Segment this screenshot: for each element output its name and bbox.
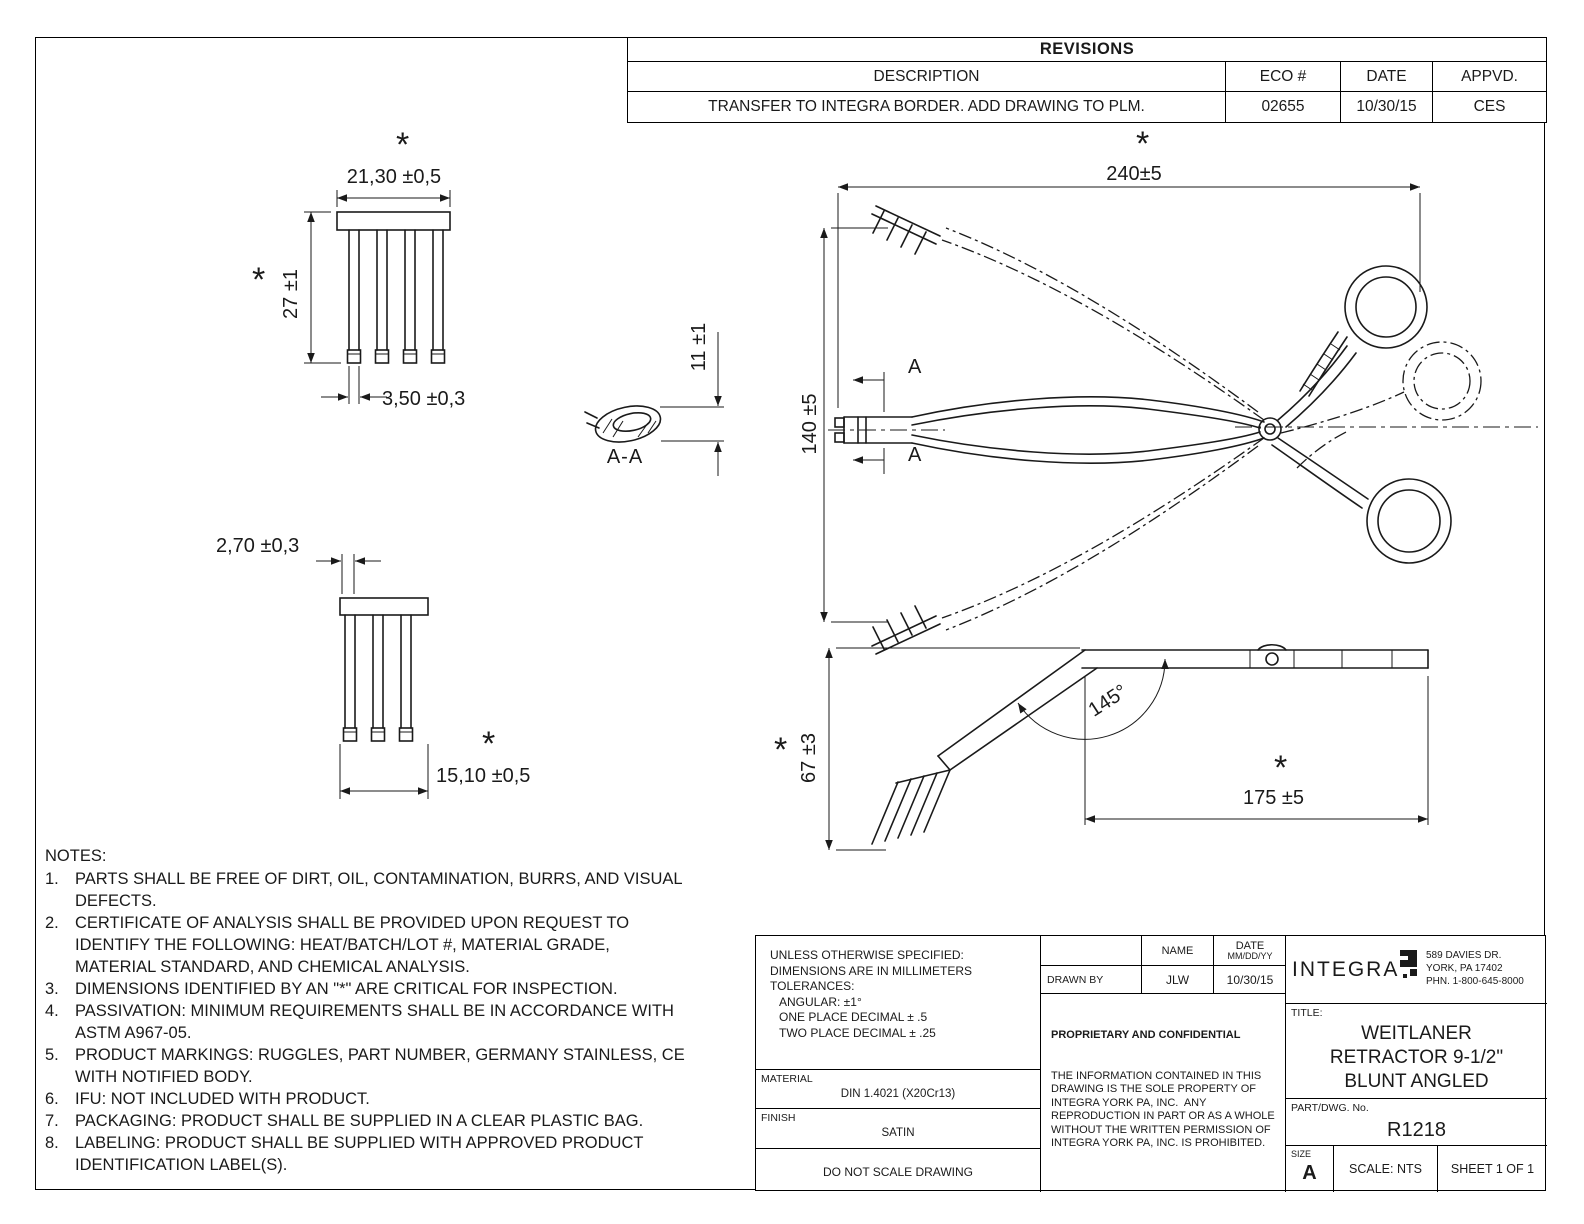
note-text: LABELING: PRODUCT SHALL BE SUPPLIED WITH APPROVED PRODUCT IDENTIFICATION LABEL(S). [75,1134,644,1174]
note-number: 5. [45,1046,59,1064]
tolerance-line: TOLERANCES: [770,979,855,993]
note-number: 7. [45,1112,59,1130]
part-number-label: PART/DWG. No. [1291,1102,1369,1114]
size-cell [1286,1146,1333,1192]
revision-date: 10/30/15 [1341,92,1433,123]
part-number-cell [1286,1099,1547,1146]
dim-overall-length: 240±5 [1106,163,1162,185]
note-number: 4. [45,1002,59,1020]
note-item [45,912,685,978]
drawing-title-cell [1286,1004,1547,1099]
proprietary-notice [1041,994,1286,1192]
dim-handle-length: 175 ±5 [1243,787,1305,809]
revisions-col-date: DATE [1341,62,1433,92]
sheet-cell: SHEET 1 OF 1 [1437,1146,1547,1192]
material-cell [756,1069,1041,1108]
note-item [45,1044,685,1088]
notes-heading: NOTES: [45,847,107,865]
dim-tip-drop: 67 ±3 [798,733,820,783]
note-text: PASSIVATION: MINIMUM REQUIREMENTS SHALL BE IN ACCORDANCE WITH ASTM A967-05. [75,1002,674,1042]
revisions-header-row [628,62,1547,92]
drawn-by-label: DRAWN BY [1041,966,1141,994]
company-address [1426,949,1524,988]
dim-rake-depth: 15,10 ±0,5 [436,765,531,787]
drawn-by-name: JLW [1141,966,1213,994]
view-main-plan [824,187,1538,654]
note-number: 8. [45,1134,59,1152]
note-item [45,978,685,1000]
view-rake-side [316,554,428,799]
note-number: 3. [45,980,59,998]
tolerance-line: TWO PLACE DECIMAL ± .25 [779,1025,936,1040]
critical-dimension-marker: * [1136,125,1150,163]
title-label: TITLE: [1291,1007,1323,1019]
critical-dimension-marker: * [396,126,410,164]
material-value: DIN 1.4021 (X20Cr13) [840,1088,956,1100]
page-title: BLUNT ANGLED [1344,1071,1489,1092]
dim-bend-angle: 145° [1084,680,1132,722]
note-text: IFU: NOT INCLUDED WITH PRODUCT. [75,1090,370,1108]
note-number: 6. [45,1090,59,1108]
view-side-elevation [829,645,1428,850]
proprietary-heading: PROPRIETARY AND CONFIDENTIAL [1051,1029,1241,1041]
signoff-blank-header [1041,936,1141,966]
dim-prong-width: 3,50 ±0,3 [382,388,466,410]
critical-dimension-marker: * [774,731,788,769]
note-text: PACKAGING: PRODUCT SHALL BE SUPPLIED IN A CLEAR PLASTIC BAG. [75,1112,644,1130]
page-title: RETRACTOR 9-1/2" [1329,1047,1504,1068]
note-item [45,1000,685,1044]
note-text: PRODUCT MARKINGS: RUGGLES, PART NUMBER, GERMANY STAINLESS, CE WITH NOTIFIED BODY. [75,1046,685,1086]
size-label: SIZE [1291,1149,1312,1159]
company-cell [1286,936,1547,1004]
section-view-label: A-A [606,446,644,468]
revisions-col-eco: ECO # [1226,62,1341,92]
note-number: 1. [45,870,59,888]
tolerance-line: UNLESS OTHERWISE SPECIFIED: [770,948,964,962]
address-line: PHN. 1-800-645-8000 [1426,976,1524,987]
address-line: 589 DAVIES DR. [1426,950,1502,961]
tolerance-notes [756,936,1041,1069]
material-label: MATERIAL [761,1073,813,1085]
size-value: A [1302,1162,1317,1184]
note-text: CERTIFICATE OF ANALYSIS SHALL BE PROVIDED UPON REQUEST TO IDENTIFY THE FOLLOWING: HEAT/BATCH/LOT #, MATERIAL GRADE, MATERIAL STANDARD, AND CHEMICAL ANALYSIS. [75,914,630,976]
signoff-name-header: NAME [1141,936,1213,966]
notes [45,845,685,1176]
dim-rake-height: 27 ±1 [280,269,302,319]
integra-logo-mark [1398,948,1420,982]
note-item [45,1088,685,1110]
section-arrow-label: A [908,356,923,378]
revision-description: TRANSFER TO INTEGRA BORDER. ADD DRAWING TO PLM. [628,92,1226,123]
note-text: DIMENSIONS IDENTIFIED BY AN "*" ARE CRITICAL FOR INSPECTION. [75,980,618,998]
revisions-title: REVISIONS [628,38,1547,62]
revision-appvd: CES [1433,92,1547,123]
revisions-table [627,37,1547,123]
integra-logo-text: INTEGRA [1292,958,1400,981]
revision-eco: 02655 [1226,92,1341,123]
view-rake-front [304,190,450,404]
dim-prong-thickness: 2,70 ±0,3 [216,535,300,557]
dim-open-spread: 140 ±5 [799,393,821,455]
tolerance-line: ONE PLACE DECIMAL ± .5 [779,1010,928,1024]
scale-cell: SCALE: NTS [1333,1146,1437,1192]
note-item [45,1110,685,1132]
dim-section-height: 11 ±1 [688,322,710,372]
proprietary-body: THE INFORMATION CONTAINED IN THIS DRAWING IS THE SOLE PROPERTY OF INTEGRA YORK PA, INC. ANY REPRODUCTION IN PART OR AS A WHOLE WITHOUT THE WRITTEN PERMISSION OF INTEGRA YORK PA, INC. IS PROHIBITED. [1051,1069,1278,1149]
note-number: 2. [45,914,59,932]
critical-dimension-marker: * [252,261,266,299]
section-arrow-label: A [908,444,923,466]
note-item [45,1132,685,1176]
note-item [45,868,685,912]
tolerance-line: ANGULAR: ±1° [779,994,862,1009]
revision-row [628,92,1547,123]
dim-rake-width: 21,30 ±0,5 [346,166,442,188]
revisions-col-description: DESCRIPTION [628,62,1226,92]
do-not-scale-note: DO NOT SCALE DRAWING [756,1148,1041,1192]
address-line: YORK, PA 17402 [1426,963,1503,974]
title-block [755,935,1546,1191]
tolerance-line: DIMENSIONS ARE IN MILLIMETERS [770,963,973,978]
drawn-by-date: 10/30/15 [1213,966,1286,994]
page-title: WEITLANER [1361,1023,1472,1044]
signoff-date-header: DATE MM/DD/YY [1213,936,1286,966]
finish-cell [756,1108,1041,1148]
critical-dimension-marker: * [482,725,496,763]
signoff-table [1041,936,1286,994]
critical-dimension-marker: * [1274,749,1288,787]
revisions-col-appvd: APPVD. [1433,62,1547,92]
finish-label: FINISH [761,1112,796,1124]
finish-value: SATIN [881,1127,915,1139]
part-number-value: R1218 [1387,1119,1446,1141]
note-text: PARTS SHALL BE FREE OF DIRT, OIL, CONTAMINATION, BURRS, AND VISUAL DEFECTS. [75,870,682,910]
